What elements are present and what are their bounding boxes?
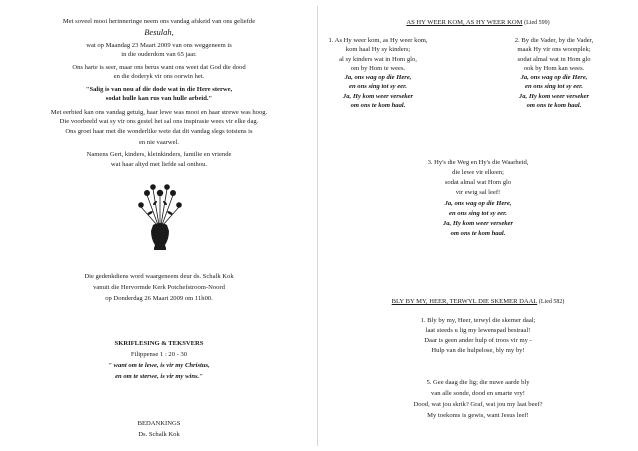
body-line-2: en die doderyk vir ons oorwin het. [113, 73, 205, 80]
verse-line: al sy kinders wat in Hom glo, [339, 55, 417, 63]
verse-line: sodat almal wat Hom glo [444, 179, 512, 186]
chorus-line: om ons te kom haal. [526, 102, 582, 110]
verse-line: laat steeds u lig my lewenspad bestraal! [425, 327, 531, 334]
verse-line: 2. By die Vader, by die Vader, [514, 37, 594, 44]
flower-vase-illustration [135, 181, 185, 251]
verse-line: Dood, wat jou skrik? Graf, wat jou my laat beef? [413, 401, 543, 408]
chorus-line: en ons sing tot sy eer. [349, 83, 407, 91]
chorus-line: Ja, ons wag op die Here, [344, 74, 412, 82]
body-line-1: Ons harte is seer, maar ons berus want ons weet dat God die dood [72, 64, 246, 71]
verse-line: ook by Hom kan wees. [523, 64, 585, 72]
age-line: in die ouderdom van 65 jaar. [121, 51, 197, 58]
hymn-1-title: AS HY WEER KOM, AS HY WEER KOM [406, 19, 523, 26]
verse-line: My toekoms is gewis, want Jesus leef! [427, 412, 529, 419]
intro-text: Met soveel mooi herinneringe neem ons vandag afskeid van ons geliefde [62, 18, 256, 25]
verse-line: van alle sonde, dood en smarte vry! [431, 390, 525, 397]
scripture-heading: SKRIFLESING & TEKSVERS [114, 340, 204, 347]
verse-line: 1. Bly by my, Heer, terwyl die skemer daal; [420, 317, 536, 324]
left-panel [0, 0, 318, 451]
verse-line: kom haal Hy sy kinders; [345, 46, 411, 54]
verse-line: maak Hy vir ons woonplek; [517, 46, 591, 54]
tribute-line-3: Ons groet haar met die wonderlike wete dat dit vandag slegs totsiens is [65, 128, 253, 135]
chorus-line: en ons sing tot sy eer. [525, 83, 583, 91]
verse-line: 5. Gee daag die lig; die nuwe aarde bly [426, 379, 530, 386]
chorus-line: Ja, ons wag op die Here, [444, 200, 512, 207]
verse-line: vir ewig sal leef! [455, 189, 501, 196]
hymn-1-header [318, 18, 638, 28]
service-line-3: op Donderdag 26 Maart 2009 om 11h00. [105, 295, 213, 302]
hymn-1-verse-1 [318, 36, 438, 110]
verse-line: Daar is geen ander hulp of troos vir my - [424, 337, 532, 344]
chorus-line: Ja, Hy kom weer verseker [518, 92, 590, 100]
service-line-2: vanuit die Hervormde Kerk Potchefstroom-Noord [93, 284, 225, 291]
thanks-name: Ds. Schalk Kok [138, 431, 180, 438]
verse-line: Hulp van die hulpelose, bly my by! [431, 347, 525, 354]
quote-line-2: sodat hulle kan rus van hulle arbeid." [105, 95, 213, 102]
passing-date: wat op Maandag 23 Maart 2009 van ons weggeneem is [86, 42, 232, 49]
chorus-line: Ja, ons wag op die Here, [520, 74, 588, 82]
verse-line: 1. As Hy weer kom, as Hy weer kom, [328, 37, 428, 44]
verse-line: sodat almal wat in Hom glo [517, 55, 591, 63]
chorus-line: Ja, Hy kom weer verseker [442, 220, 514, 227]
chorus-line: en ons sing tot sy eer. [449, 210, 507, 217]
tribute-line-2: Die voorbeeld wat sy vir ons gestel het sal ons inspirasie wees vir elke dag. [59, 118, 259, 125]
hymn-2-header [318, 297, 638, 307]
chorus-line: om ons te kom haal. [450, 230, 506, 237]
verse-line-1: " want om te lewe, is vir my Christus, [108, 362, 210, 369]
service-line-1: Die gedenkdiens word waargeneem deur ds. Schalk Kok [84, 273, 234, 280]
family-line-1: Namens Gert, kinders, kleinkinders, familie en vriende [86, 151, 232, 158]
right-panel [318, 0, 638, 451]
hymn-2-ref: (Lied 582) [538, 299, 565, 305]
hymn-2-title: BLY BY MY, HEER, TERWYL DIE SKEMER DAAL [391, 298, 538, 305]
family-line-2: wat haar altyd met liefde sal onthou. [110, 161, 208, 168]
chorus-line: om ons te kom haal. [350, 102, 406, 110]
scripture-reference: Filippense 1 : 20 - 30 [130, 351, 188, 358]
verse-line: die lewe vir elkeen; [452, 169, 504, 176]
hymn-1-verse-2 [494, 36, 614, 110]
quote-line-1: "Salig is van nou af die dode wat in die Here sterwe, [85, 86, 233, 93]
deceased-name: Besulah, [144, 27, 174, 37]
tribute-line-4: en nie vaarwel. [138, 139, 180, 146]
chorus-line: Ja, Hy kom weer verseker [342, 92, 414, 100]
hymn-1-ref: (Lied 599) [524, 20, 550, 26]
verse-line: 3. Hy's die Weg en Hy's die Waarheid, [427, 159, 529, 166]
thanks-heading: BEDANKINGS [137, 420, 181, 427]
verse-line-2: en om te sterwe, is vir my wins." [115, 373, 203, 380]
verse-line: om by Hom te wees. [350, 64, 406, 72]
tribute-line-1: Met eerbied kan ons vandag getuig, haar lewe was mooi en haar strewe was hoog. [50, 109, 268, 116]
